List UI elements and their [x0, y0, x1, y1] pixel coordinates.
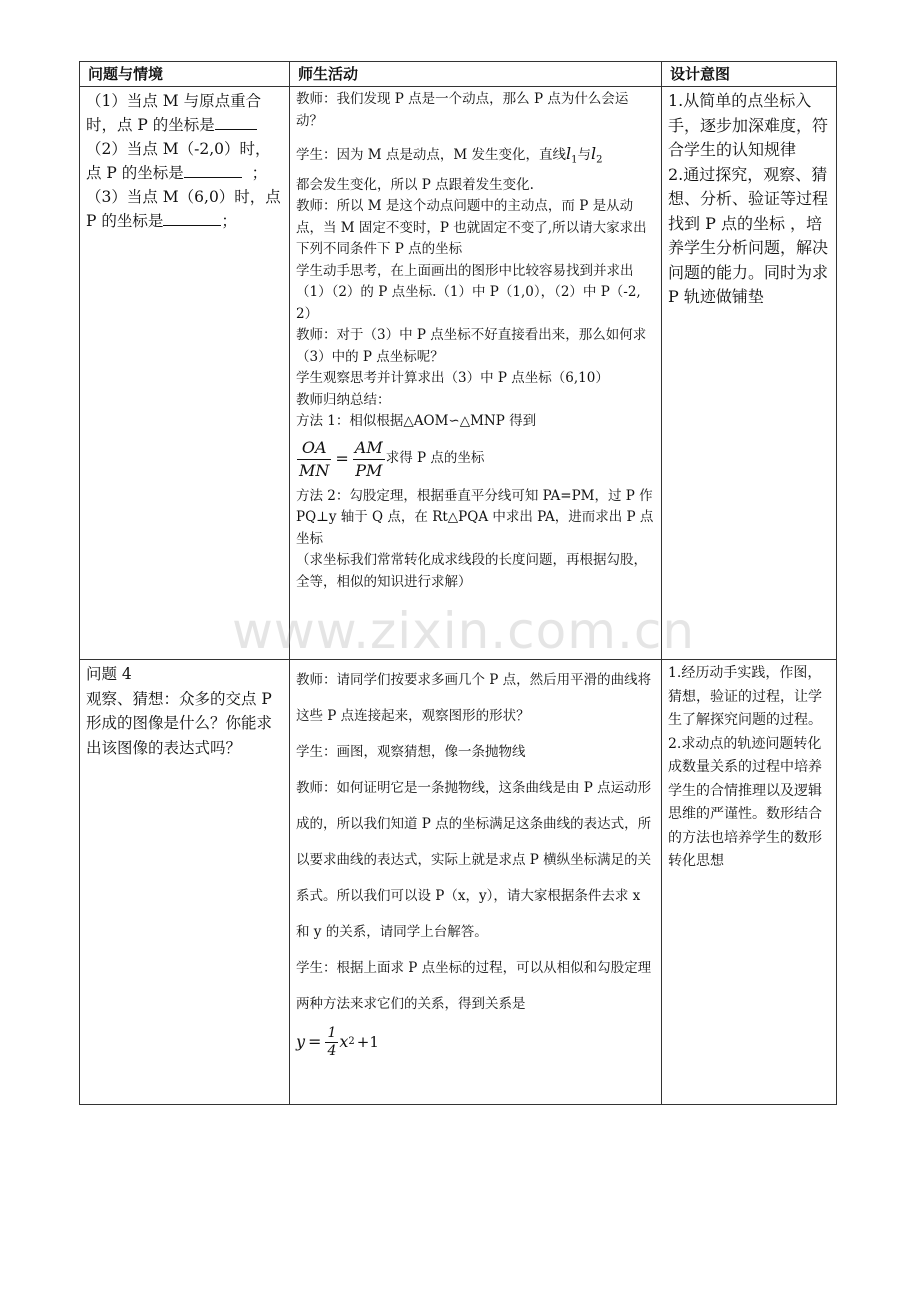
question-3: （3）当点 M（6,0）时，点 P 的坐标是 ；: [86, 188, 281, 230]
activity-para: 学生：根据上面求 P 点坐标的过程，可以从相似和勾股定理两种方法来求它们的关系，得到关系是: [296, 960, 652, 1012]
activity-para: 学生观察思考并计算求出（3）中 P 点坐标（6,10）: [296, 370, 609, 387]
activity-para: 教师归纳总结：: [296, 391, 391, 408]
activity-para: 学生：画图，观察猜想，像一条抛物线: [296, 744, 526, 760]
activity-para: 都会发生变化，所以 P 点跟着发生变化.: [296, 176, 534, 193]
question-2: （2）当点 M（-2,0）时，点 P 的坐标是 ；: [86, 140, 271, 182]
fraction-am-pm: $\frac{AM}{PM}$: [354, 437, 383, 480]
activity-para: 教师：所以 M 是这个动点问题中的主动点，而 P 是从动点，当 M 固定不变时，P 也就固定不变了,所以请大家求出下列不同条件下 P 点的坐标: [296, 198, 647, 258]
intent-item: 1.经历动手实践，作图，猜想，验证的过程，让学生了解探究问题的过程。: [668, 665, 822, 728]
intent-cell: [662, 87, 837, 660]
table-row: [80, 87, 837, 660]
question-1: （1）当点 M 与原点重合时，点 P 的坐标是: [86, 92, 262, 134]
activity-para: （求坐标我们常常转化成求线段的长度问题，再根据勾股，全等，相似的知识进行求解）: [296, 552, 647, 590]
answer-blank: [215, 115, 257, 130]
header-activity: 师生活动: [290, 62, 662, 87]
intent-item: 1.从简单的点坐标入手，逐步加深难度，符合学生的认知规律: [668, 91, 829, 159]
intent-item: 2.求动点的轨迹问题转化成数量关系的过程中培养学生的合情推理以及逻辑思维的严谨性。数形结合的方法也培养学生的数形转化思想: [668, 735, 822, 869]
activity-para: 教师：请同学们按要求多画几个 P 点，然后用平滑的曲线将这些 P 点连接起来，观察图形的形状？: [296, 672, 652, 724]
intent-item: 2.通过探究，观察、猜想、分析、验证等过程找到 P 点的坐标 ，培养学生分析问题，解决问题的能力。同时为求 P 轨迹做铺垫: [668, 164, 829, 306]
parabola-formula: y = $\frac{1}{4}$ x 2 +1: [296, 1024, 379, 1059]
activity-para: 教师：我们发现 P 点是一个动点，那么 P 点为什么会运动？: [296, 91, 629, 129]
answer-blank: [163, 211, 221, 226]
activity-para: 学生动手思考，在上面画出的图形中比较容易找到并求出（1）（2）的 P 点坐标.（1）中 P（1,0），（2）中 P（-2,2）: [296, 262, 641, 322]
activity-para: 方法 2：勾股定理，根据垂直平分线可知 PA=PM，过 P 作 PQ⊥y 轴于 Q 点，在 Rt△PQA 中求出 PA，进而求出 P 点坐标: [296, 487, 654, 547]
question-cell: [80, 87, 290, 660]
question-4-title: 问题 4: [86, 665, 132, 683]
answer-blank: [184, 163, 242, 178]
table-row: [80, 660, 837, 1105]
similarity-formula: $\frac{OA}{MN}$ = $\frac{AM}{PM}$ 求得 P 点的坐标: [299, 437, 485, 480]
fraction-one-quarter: $\frac{1}{4}$: [327, 1024, 337, 1059]
intent-cell: [662, 660, 837, 1105]
header-row: [80, 62, 837, 87]
watermark: www.zixin.com.cn: [232, 602, 696, 660]
activity-para: 教师：如何证明它是一条抛物线，这条曲线是由 P 点运动形成的，所以我们知道 P 点的坐标满足这条曲线的表达式，所以要求曲线的表达式，实际上就是求点 P 横纵坐标满足的关系式。所以我们可以设 P（x，y），请大家根据条件去求 x 和 y 的关系，请同学上台解答。: [296, 780, 652, 940]
lesson-plan-table: [79, 61, 837, 1105]
activity-cell: [290, 660, 662, 1105]
fraction-oa-mn: $\frac{OA}{MN}$: [299, 437, 330, 480]
question-cell: [80, 660, 290, 1105]
activity-cell: [290, 87, 662, 660]
activity-para: 教师：对于（3）中 P 点坐标不好直接看出来，那么如何求（3）中的 P 点坐标呢？: [296, 327, 647, 365]
activity-para: 学生：因为 M 点是动点，M 发生变化，直线$l_1$与$l_2$: [296, 144, 603, 166]
activity-para: 方法 1：相似根据△AOM∽△MNP 得到: [296, 413, 537, 430]
header-question: 问题与情境: [80, 62, 290, 87]
question-4-text: 观察、猜想：众多的交点 P 形成的图像是什么？你能求出该图像的表达式吗？: [86, 689, 273, 757]
header-intent: 设计意图: [662, 62, 837, 87]
